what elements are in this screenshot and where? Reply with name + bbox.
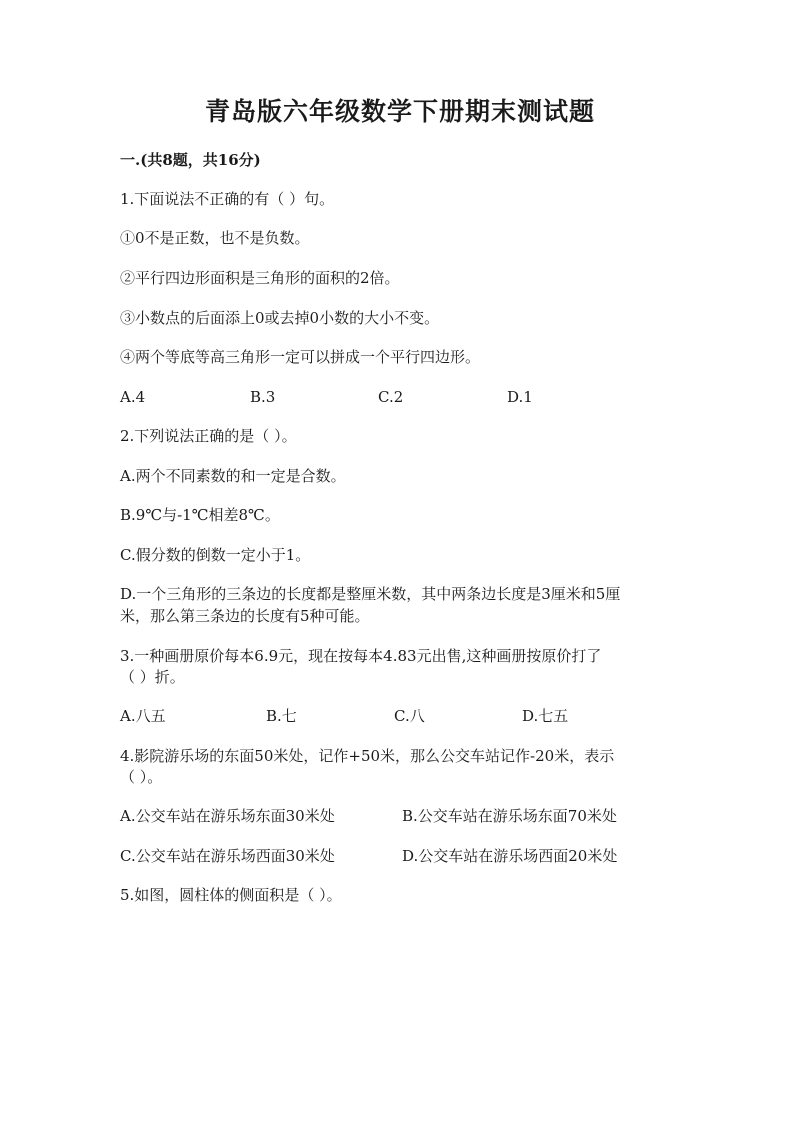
- question-4-option-b: B.公交车站在游乐场东面70米处: [402, 807, 617, 825]
- question-1-statement-3: ③小数点的后面添上0或去掉0小数的大小不变。: [120, 309, 440, 327]
- question-2-option-c: C.假分数的倒数一定小于1。: [120, 546, 311, 564]
- question-2-option-a: A.两个不同素数的和一定是合数。: [120, 467, 346, 485]
- question-4-option-a: A.公交车站在游乐场东面30米处: [120, 807, 335, 825]
- question-1-option-a: A.4: [120, 388, 146, 406]
- question-5-stem: 5.如图，圆柱体的侧面积是（ ）。: [120, 886, 342, 904]
- question-3-option-a: A.八五: [120, 707, 166, 725]
- question-3-option-d: D.七五: [522, 707, 569, 725]
- question-1-statement-1: ①0不是正数，也不是负数。: [120, 229, 310, 247]
- question-3-stem-line-2: （ ）折。: [120, 668, 185, 686]
- question-1-statement-4: ④两个等底等高三角形一定可以拼成一个平行四边形。: [120, 348, 481, 366]
- question-3-option-c: C.八: [394, 707, 425, 725]
- question-2-option-b: B.9℃与-1℃相差8℃。: [120, 506, 280, 524]
- question-1-option-c: C.2: [378, 388, 404, 406]
- question-2-option-d-line-1: D.一个三角形的三条边的长度都是整厘米数，其中两条边长度是3厘米和5厘: [120, 585, 621, 603]
- question-1-option-b: B.3: [250, 388, 276, 406]
- section-heading: 一.(共8题，共16分): [120, 151, 261, 169]
- question-3-stem-line-1: 3.一种画册原价每本6.9元，现在按每本4.83元出售,这种画册按原价打了: [120, 647, 602, 665]
- question-2-option-d-line-2: 米，那么第三条边的长度有5种可能。: [120, 607, 370, 625]
- question-3-option-b: B.七: [266, 707, 297, 725]
- question-1-stem: 1.下面说法不正确的有（ ）句。: [120, 190, 335, 208]
- question-2-stem: 2.下列说法正确的是（ ）。: [120, 427, 297, 445]
- question-4-option-d: D.公交车站在游乐场西面20米处: [402, 847, 618, 865]
- question-4-option-c: C.公交车站在游乐场西面30米处: [120, 847, 335, 865]
- question-1-statement-2: ②平行四边形面积是三角形的面积的2倍。: [120, 269, 400, 287]
- question-4-stem-line-2: （ ）。: [120, 768, 163, 786]
- question-4-stem-line-1: 4.影院游乐场的东面50米处，记作+50米，那么公交车站记作-20米，表示: [120, 747, 615, 765]
- question-1-option-d: D.1: [507, 388, 533, 406]
- page-title: 青岛版六年级数学下册期末测试题: [204, 97, 595, 126]
